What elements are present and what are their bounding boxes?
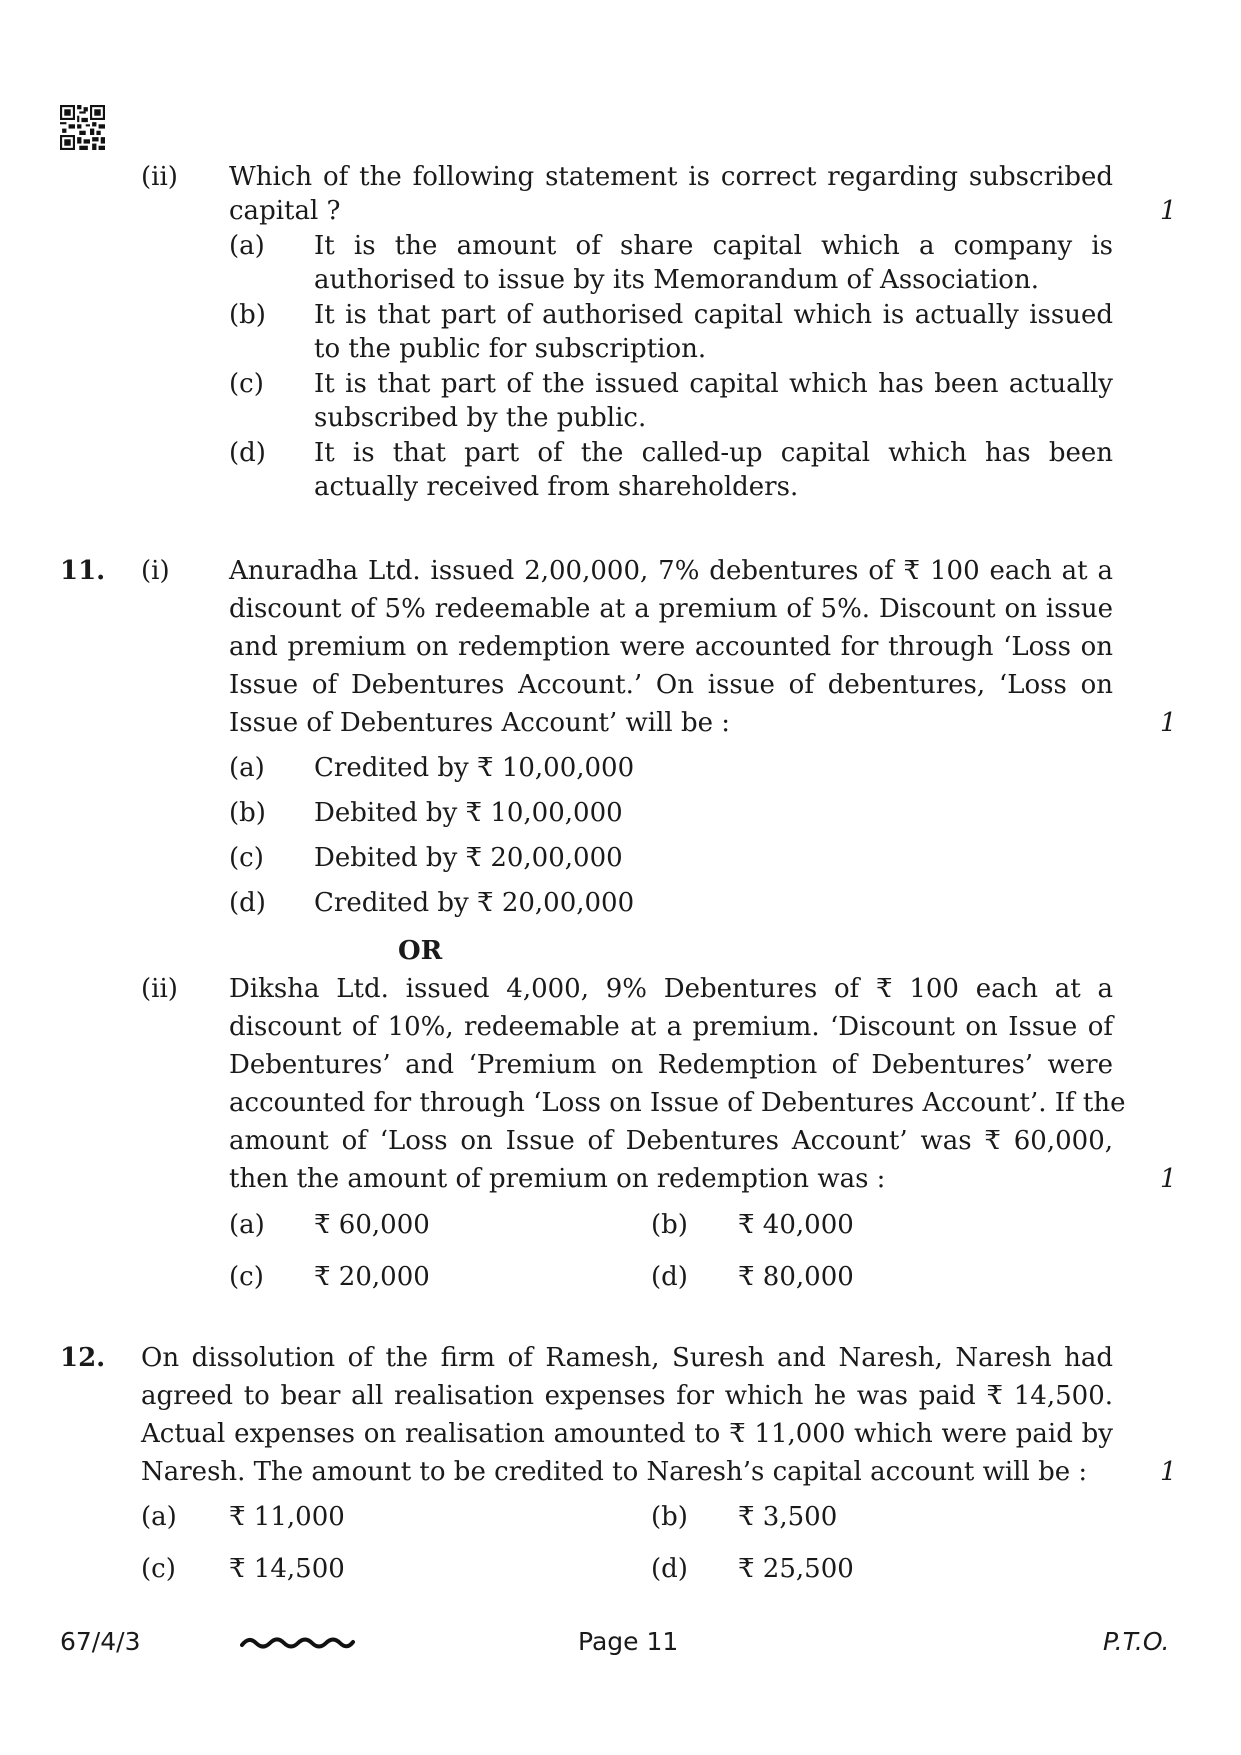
q10-ii-option-b-line-2: to the public for subscription. [314, 334, 707, 364]
q12-stem-line-3: Actual expenses on realisation amounted to ₹ 11,000 which were paid by [141, 1419, 1113, 1449]
q10-ii-stem-line-2: capital ? [229, 196, 341, 226]
q11-ii-option-d-text: ₹ 80,000 [738, 1262, 854, 1292]
q11-ii-option-b-label: (b) [651, 1210, 688, 1240]
q11-i-stem-line-3: and premium on redemption were accounted for through ‘Loss on [229, 632, 1113, 662]
q11-i-option-c-text: Debited by ₹ 20,00,000 [314, 843, 623, 873]
q11-i-option-b-label: (b) [229, 798, 266, 828]
tilde-ornament-icon [240, 1633, 355, 1653]
q11-i-option-a-label: (a) [229, 753, 265, 783]
q10-ii-marks: 1 [1160, 196, 1177, 226]
q10-ii-option-d-label: (d) [229, 438, 266, 468]
q12-option-c-label: (c) [141, 1554, 176, 1584]
q11-i-stem-line-4: Issue of Debentures Account.’ On issue of debentures, ‘Loss on [229, 670, 1113, 700]
q10-ii-option-d-line-1: It is that part of the called-up capital which has been [314, 438, 1113, 468]
page-number: Page 11 [578, 1627, 679, 1656]
q11-ii-option-b-text: ₹ 40,000 [738, 1210, 854, 1240]
q10-ii-option-d-line-2: actually received from shareholders. [314, 472, 799, 502]
q11-ii-stem-line-3: Debentures’ and ‘Premium on Redemption of Debentures’ were [229, 1050, 1113, 1080]
q10-ii-option-a-line-1: It is the amount of share capital which a company is [314, 231, 1113, 261]
q11-ii-stem-line-2: discount of 10%, redeemable at a premium. ‘Discount on Issue of [229, 1012, 1113, 1042]
q11-ii-option-c-text: ₹ 20,000 [314, 1262, 430, 1292]
question-11-number: 11. [60, 556, 106, 586]
q11-ii-option-a-text: ₹ 60,000 [314, 1210, 430, 1240]
q10-ii-option-a-label: (a) [229, 231, 265, 261]
q11-ii-stem-line-6: then the amount of premium on redemption was : [229, 1164, 886, 1194]
q11-i-option-a-text: Credited by ₹ 10,00,000 [314, 753, 635, 783]
q12-option-c-text: ₹ 14,500 [229, 1554, 345, 1584]
q12-option-d-label: (d) [651, 1554, 688, 1584]
q12-option-a-text: ₹ 11,000 [229, 1502, 345, 1532]
q10-ii-option-b-line-1: It is that part of authorised capital which is actually issued [314, 300, 1113, 330]
q11-ii-option-d-label: (d) [651, 1262, 688, 1292]
q12-marks: 1 [1160, 1457, 1177, 1487]
q12-option-b-text: ₹ 3,500 [738, 1502, 838, 1532]
paper-code: 67/4/3 [60, 1627, 141, 1656]
q12-option-a-label: (a) [141, 1502, 177, 1532]
q10-ii-option-c-label: (c) [229, 369, 264, 399]
pto-label: P.T.O. [1103, 1627, 1170, 1656]
q11-i-option-d-text: Credited by ₹ 20,00,000 [314, 888, 635, 918]
q11-i-option-b-text: Debited by ₹ 10,00,000 [314, 798, 623, 828]
q12-stem-line-4: Naresh. The amount to be credited to Naresh’s capital account will be : [141, 1457, 1088, 1487]
q11-i-stem-line-5: Issue of Debentures Account’ will be : [229, 708, 731, 738]
q11-i-option-d-label: (d) [229, 888, 266, 918]
q11-i-stem-line-1: Anuradha Ltd. issued 2,00,000, 7% debentures of ₹ 100 each at a [229, 556, 1113, 586]
or-separator: OR [398, 936, 443, 966]
q11-ii-option-a-label: (a) [229, 1210, 265, 1240]
q11-i-option-c-label: (c) [229, 843, 264, 873]
qr-code-icon [60, 105, 105, 150]
q12-option-d-text: ₹ 25,500 [738, 1554, 854, 1584]
q12-stem-line-2: agreed to bear all realisation expenses for which he was paid ₹ 14,500. [141, 1381, 1113, 1411]
q11-part-i-label: (i) [141, 556, 170, 586]
q12-stem-line-1: On dissolution of the firm of Ramesh, Suresh and Naresh, Naresh had [141, 1343, 1113, 1373]
q10-ii-option-c-line-1: It is that part of the issued capital which has been actually [314, 369, 1113, 399]
q11-i-stem-line-2: discount of 5% redeemable at a premium of 5%. Discount on issue [229, 594, 1113, 624]
q12-option-b-label: (b) [651, 1502, 688, 1532]
q10-ii-option-c-line-2: subscribed by the public. [314, 403, 647, 433]
q10-ii-stem-line-1: Which of the following statement is correct regarding subscribed [229, 162, 1113, 192]
q11-part-ii-label: (ii) [141, 974, 178, 1004]
q10-ii-option-b-label: (b) [229, 300, 266, 330]
q11-ii-stem-line-1: Diksha Ltd. issued 4,000, 9% Debentures of ₹ 100 each at a [229, 974, 1113, 1004]
q11-ii-stem-line-5: amount of ‘Loss on Issue of Debentures Account’ was ₹ 60,000, [229, 1126, 1113, 1156]
q11-ii-marks: 1 [1160, 1164, 1177, 1194]
question-12-number: 12. [60, 1343, 106, 1373]
q10-ii-option-a-line-2: authorised to issue by its Memorandum of Association. [314, 265, 1039, 295]
q11-ii-option-c-label: (c) [229, 1262, 264, 1292]
q11-ii-stem-line-4: accounted for through ‘Loss on Issue of Debentures Account’. If the [229, 1088, 1126, 1118]
q11-i-marks: 1 [1160, 708, 1177, 738]
q10-part-ii-label: (ii) [141, 162, 178, 192]
